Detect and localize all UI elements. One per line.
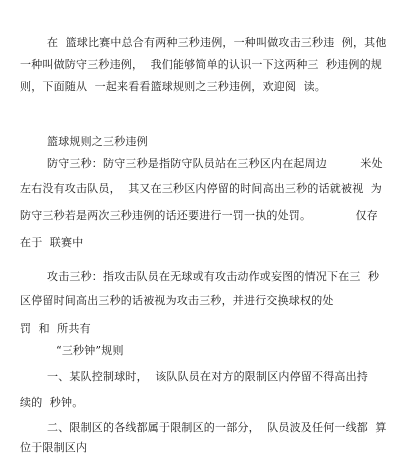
rules-title: “三秒钟”规则 <box>56 344 124 357</box>
intro-line-2: 一种叫做防守三秒违例， 我们能够简单的认识一下这两种三 秒违例的规 <box>20 58 382 71</box>
rule2-line-1: 二、限制区的各线都属于限制区的一部分， 队员波及任何一线都 算 <box>47 421 387 434</box>
rule1-line-2: 续的 秒钟。 <box>20 396 84 409</box>
section-title: 篮球规则之三秒违例 <box>47 135 148 148</box>
intro-line-1: 在 篮球比赛中总合有两种三秒违例，一种叫做攻击三秒违 例，其他 <box>47 36 387 49</box>
defense-line-4: 在于 联赛中 <box>20 236 84 249</box>
rule2-line-2: 位于限制区内 <box>20 441 88 454</box>
offense-line-3: 罚 和 所共有 <box>20 322 91 335</box>
defense-line-2: 左右没有攻击队员， 其又在三秒区内停留的时间高出三秒的话就被视 为 <box>20 182 382 195</box>
defense-line-3: 防守三秒若是两次三秒违例的话还要进行一罚一执的处罚。 仅存 <box>20 209 378 222</box>
defense-line-1: 防守三秒：防守三秒是指防守队员站在三秒区内在起周边 米处 <box>47 157 383 170</box>
rule1-line-1: 一、某队控制球时， 该队队员在对方的限制区内停留不得高出持 <box>47 370 368 383</box>
intro-line-3: 则，下面随从 一起来看看篮球规则之三秒违例，欢迎阅 读。 <box>20 80 326 93</box>
offense-line-1: 攻击三秒：指攻击队员在无球或有攻击动作或妄图的情况下在三 秒 <box>47 270 380 283</box>
offense-line-2: 区停留时间高出三秒的话被视为攻击三秒，并进行交换球权的处 <box>20 294 334 307</box>
